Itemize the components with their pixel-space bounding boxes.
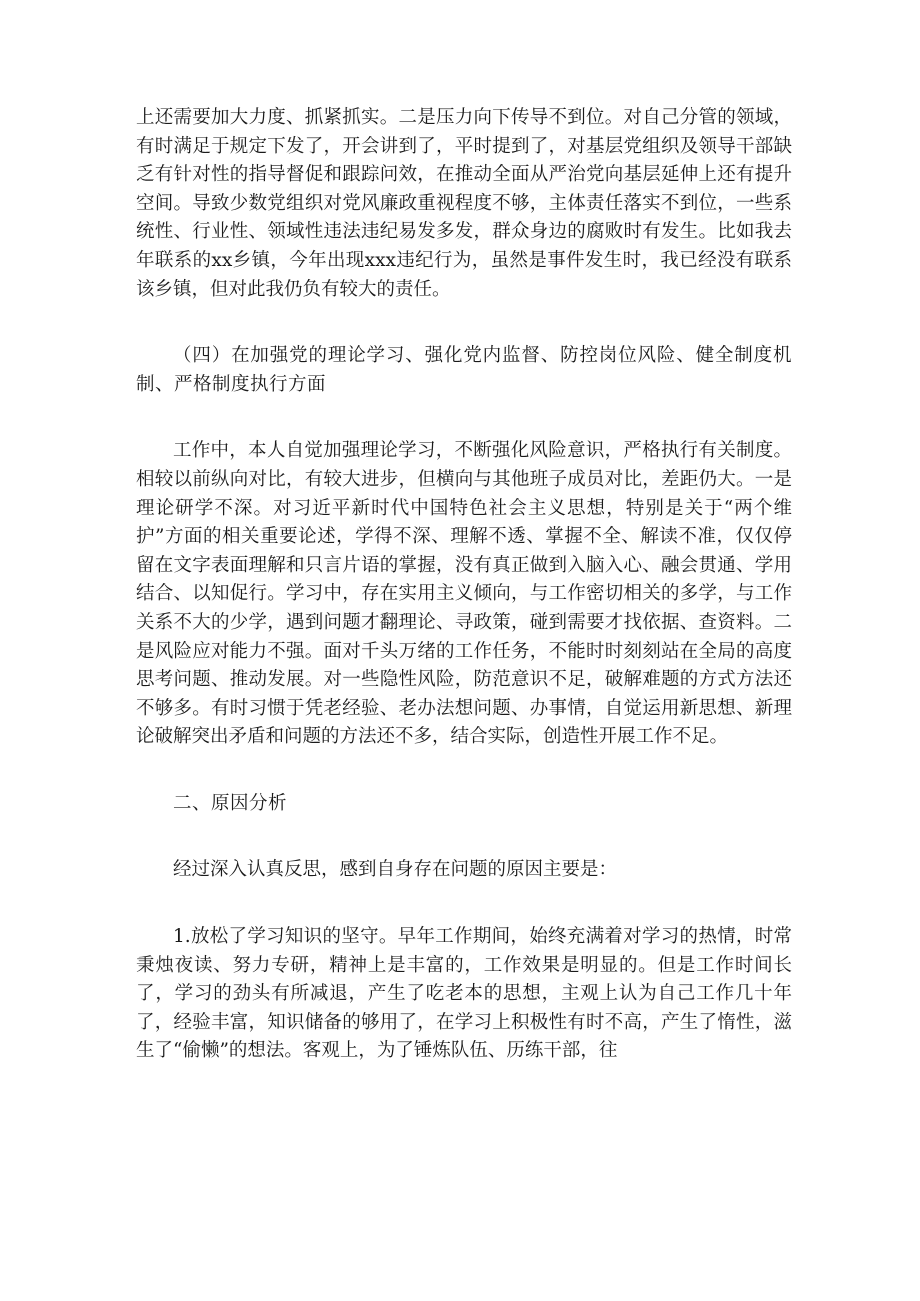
- paragraph-cause-intro: 经过深入认真反思，感到自身存在问题的原因主要是：: [173, 859, 618, 881]
- section-heading-four: （四）在加强党的理论学习、强化党内监督、防控岗位风险、健全制度机制、严格制度执行方面: [136, 345, 792, 395]
- paragraph-continuation: 上还需要加大力度、抓紧抓实。二是压力向下传导不到位。对自己分管的领域，有时满足于规定下发了，开会讲到了，平时提到了，对基层党组织及领导干部缺乏有针对性的指导督促和跟踪问效，在推动全面从严治党向基层延伸上还有提升空间。导致少数党组织对党风廉政重视程度不够，主体责任落实不到位，一些系统性、行业性、领域性违法违纪易发多发，群众身边的腐败时有发生。比如我去年联系的xx乡镇，今年出现xxx违纪行为，虽然是事件发生时，我已经没有联系该乡镇，但对此我仍负有较大的责任。: [136, 107, 792, 300]
- document-page: [136, 104, 792, 1066]
- paragraph-cause-one: 1.放松了学习知识的坚守。早年工作期间，始终充满着对学习的热情，时常秉烛夜读、努力专研，精神上是丰富的，工作效果是明显的。但是工作时间长了，学习的劲头有所减退，产生了吃老本的思想，主观上认为自己工作几十年了，经验丰富，知识储备的够用了，在学习上积极性有时不高，产生了惰性，滋生了“偷懒”的想法。客观上，为了锤炼队伍、历练干部，往: [136, 926, 792, 1062]
- paragraph-theory-study: 工作中，本人自觉加强理论学习，不断强化风险意识，严格执行有关制度。相较以前纵向对比，有较大进步，但横向与其他班子成员对比，差距仍大。一是理论研学不深。对习近平新时代中国特色社会主义思想，特别是关于“两个维护”方面的相关重要论述，学得不深、理解不透、掌握不全、解读不准，仅仅停留在文字表面理解和只言片语的掌握，没有真正做到入脑入心、融会贯通、学用结合、以知促行。学习中，存在实用主义倾向，与工作密切相关的多学，与工作关系不大的少学，遇到问题才翻理论、寻政策，碰到需要才找依据、查资料。二是风险应对能力不强。面对千头万绪的工作任务，不能时时刻刻站在全局的高度思考问题、推动发展。对一些隐性风险，防范意识不足，破解难题的方式方法还不够多。有时习惯于凭老经验、老办法想问题、办事情，自觉运用新思想、新理论破解突出矛盾和问题的方法还不多，结合实际，创造性开展工作不足。: [136, 440, 792, 748]
- section-heading-cause-analysis: 二、原因分析: [173, 792, 288, 814]
